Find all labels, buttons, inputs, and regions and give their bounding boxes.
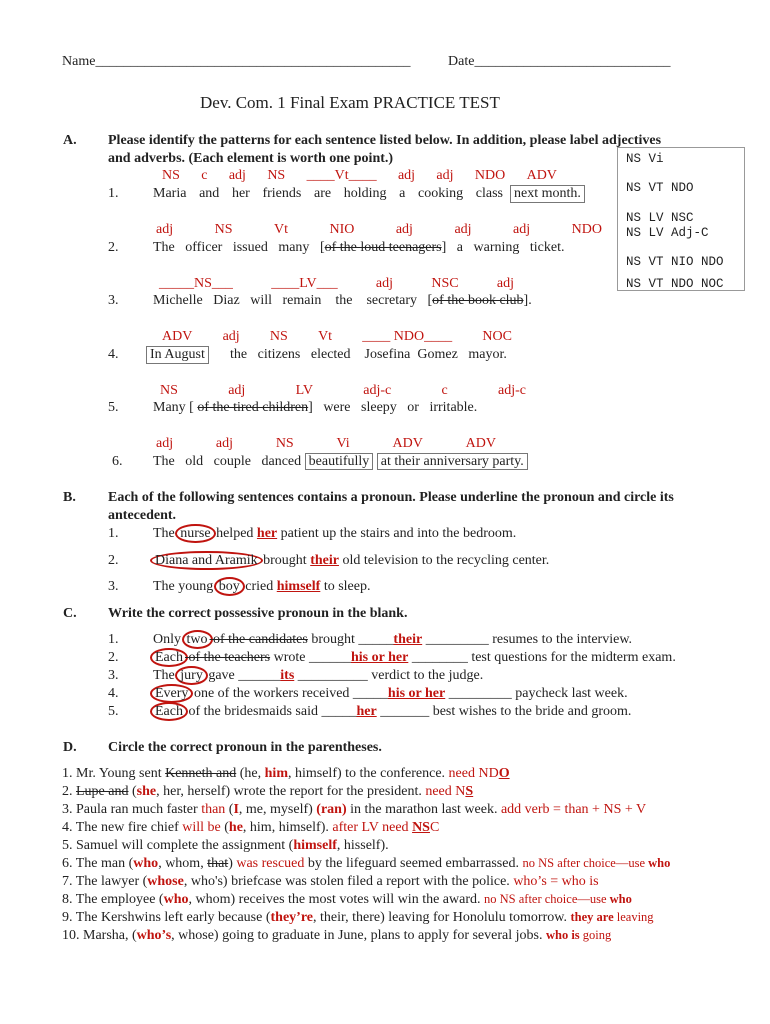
- pattern-labels: [156, 436, 496, 452]
- item-number: 1.: [108, 632, 119, 647]
- note: add verb = than + NS + V: [500, 802, 647, 817]
- word: many: [278, 240, 310, 255]
- word: friends: [262, 186, 302, 201]
- word: elected: [310, 347, 351, 362]
- answer: himself: [276, 579, 321, 594]
- note: NS: [412, 820, 430, 835]
- note: no NS after choice—use: [484, 892, 610, 906]
- text: (: [128, 784, 137, 799]
- answer: him: [264, 766, 288, 781]
- note: after LV need: [332, 820, 413, 835]
- word: danced: [261, 454, 302, 469]
- label: ADV: [162, 329, 193, 344]
- d-line-9: [62, 910, 654, 926]
- note: who: [648, 856, 671, 870]
- text: , himself) to the conference.: [287, 766, 449, 781]
- word: The: [153, 454, 175, 469]
- label: NDO: [571, 222, 602, 237]
- red-text: than: [201, 802, 226, 817]
- sentence: [153, 686, 628, 702]
- answer: whose: [147, 874, 184, 889]
- text: 1. Mr. Young sent: [62, 766, 166, 781]
- red-text: will be: [182, 820, 221, 835]
- word: her: [231, 186, 250, 201]
- word: sleepy: [361, 400, 397, 415]
- sentence: Many [ of the tired children] were sleepy or irritable.: [153, 400, 478, 415]
- d-line-4: [62, 820, 439, 836]
- label: NS: [214, 222, 233, 237]
- word: ticket.: [529, 240, 565, 255]
- label: adj: [454, 222, 472, 237]
- text: _______ best wishes to the bride and groom.: [376, 704, 632, 719]
- sentence: [153, 632, 632, 648]
- note: no NS after choice—use: [522, 856, 649, 870]
- text: (: [220, 820, 229, 835]
- word: a: [456, 240, 464, 255]
- text: The young: [153, 579, 217, 594]
- name-field: [62, 54, 410, 70]
- sentence: [153, 526, 516, 542]
- text: , whom) receives the most votes will win the award.: [188, 892, 484, 907]
- label: adj: [228, 383, 246, 398]
- section-instructions: Each of the following sentences contains a pronoun. Please underline the pronoun and circle its: [108, 490, 674, 505]
- label: c: [201, 168, 208, 183]
- word: are: [314, 186, 332, 201]
- pattern-legend-box: [617, 147, 745, 291]
- text: (he,: [236, 766, 265, 781]
- section-letter: D.: [63, 740, 77, 755]
- answer: his or her: [387, 686, 446, 701]
- text: by the lifeguard seemed embarrassed.: [304, 856, 523, 871]
- label: adj-c: [498, 383, 526, 398]
- word: couple: [213, 454, 251, 469]
- text: 7. The lawyer (: [62, 874, 148, 889]
- label: adj-c: [363, 383, 392, 398]
- circled-antecedent: Every: [150, 684, 193, 703]
- struck-phrase: of the candidates: [209, 632, 308, 647]
- text: brought: [259, 553, 311, 568]
- d-line-5: [62, 838, 389, 854]
- boxed-phrase: In August: [146, 346, 209, 364]
- label: adj: [436, 168, 454, 183]
- item-number: 2.: [108, 650, 119, 665]
- text: old television to the recycling center.: [338, 553, 550, 568]
- text: __________ verdict to the judge.: [294, 668, 484, 683]
- note: need N: [425, 784, 466, 799]
- word: a: [399, 186, 406, 201]
- word: the: [335, 293, 353, 308]
- pattern-labels: [159, 276, 514, 292]
- word: or: [407, 400, 419, 415]
- note: need ND: [448, 766, 499, 781]
- d-line-1: [62, 766, 510, 782]
- sentence: [153, 579, 370, 595]
- word: The: [153, 240, 175, 255]
- label: NDO: [474, 168, 506, 183]
- text: , her, herself) wrote the report for the president.: [156, 784, 426, 799]
- d-line-10: [62, 928, 611, 944]
- text: ): [228, 856, 237, 871]
- sentence: [153, 704, 631, 720]
- text: 5. Samuel will complete the assignment (: [62, 838, 294, 853]
- text: , whom,: [158, 856, 208, 871]
- text: _________ paycheck last week.: [445, 686, 628, 701]
- page-title: Dev. Com. 1 Final Exam PRACTICE TEST: [200, 93, 500, 112]
- note: they are: [570, 910, 614, 924]
- label: NSC: [431, 276, 459, 291]
- section-letter: A.: [63, 133, 77, 148]
- text: one of the workers received _____: [190, 686, 388, 701]
- note: leaving: [613, 910, 654, 924]
- section-letter: C.: [63, 606, 77, 621]
- pattern-labels: [156, 222, 602, 238]
- word: citizens: [257, 347, 301, 362]
- text: patient up the stairs and into the bedroom.: [277, 526, 517, 541]
- text: 4. The new fire chief: [62, 820, 183, 835]
- struck-phrase: of the book club: [432, 293, 524, 308]
- item-number: 3.: [108, 668, 119, 683]
- label: adj: [228, 168, 246, 183]
- word: Gomez: [417, 347, 458, 362]
- label: ____ NDO____: [362, 329, 453, 344]
- label: NOC: [482, 329, 512, 344]
- d-line-2: [62, 784, 473, 800]
- word: Michelle: [153, 293, 203, 308]
- word: warning: [473, 240, 520, 255]
- label: Vt: [273, 222, 288, 237]
- struck-phrase: of the teachers: [184, 650, 271, 665]
- label: adj: [375, 276, 394, 291]
- label: adj: [156, 436, 174, 451]
- text: Only: [153, 632, 185, 647]
- sentence: [153, 650, 676, 666]
- note: who is: [545, 928, 580, 942]
- text: , whose) going to graduate in June, plans to apply for several jobs.: [171, 928, 546, 943]
- note: C: [429, 820, 440, 835]
- text: The: [153, 668, 179, 683]
- text: (: [225, 802, 234, 817]
- date-label: Date: [448, 54, 475, 69]
- item-number: 5.: [108, 704, 119, 719]
- section-letter: B.: [63, 490, 76, 505]
- word: Josefina: [364, 347, 411, 362]
- red-text: was rescued: [236, 856, 305, 871]
- note: who’s = who is: [513, 874, 599, 889]
- text: wrote ______: [270, 650, 351, 665]
- label: NIO: [329, 222, 355, 237]
- d-line-3: [62, 802, 646, 818]
- label: adj: [215, 436, 234, 451]
- legend-item: NS LV NSC: [626, 211, 694, 225]
- text: 6. The man (: [62, 856, 134, 871]
- word: mayor.: [468, 347, 507, 362]
- label: _____NS___: [159, 276, 233, 291]
- answer: who: [163, 892, 189, 907]
- boxed-phrase: beautifully: [305, 453, 374, 470]
- label: adj: [496, 276, 514, 291]
- legend-item: NS VT NDO NOC: [626, 277, 724, 291]
- circled-antecedent: Each: [150, 702, 188, 721]
- sentence: [230, 347, 507, 363]
- item-number: 4.: [108, 347, 119, 362]
- label: adj: [156, 222, 174, 237]
- label: LV: [295, 383, 313, 398]
- text: , him, himself).: [242, 820, 333, 835]
- struck-phrase: that: [207, 856, 229, 871]
- section-instructions: Please identify the patterns for each sentence listed below. In addition, please label adjectives: [108, 133, 662, 148]
- word: secretary: [366, 293, 417, 308]
- text: brought _____: [307, 632, 394, 647]
- legend-item: NS VT NIO NDO: [626, 255, 724, 269]
- pattern-labels: [160, 383, 526, 399]
- struck-phrase: of the tired children: [197, 400, 309, 415]
- label: ADV: [465, 436, 496, 451]
- text: 10. Marsha, (: [62, 928, 137, 943]
- label: adj: [395, 222, 413, 237]
- note: O: [498, 766, 510, 781]
- word: remain: [282, 293, 322, 308]
- circled-antecedent: Diana and Aramik: [150, 551, 263, 570]
- red-text: (ran): [316, 802, 347, 817]
- label: ____LV___: [271, 276, 338, 291]
- date-field: [448, 54, 670, 70]
- text: of the bridesmaids said _____: [184, 704, 357, 719]
- sentence: [153, 668, 483, 684]
- pattern-labels: [162, 168, 557, 184]
- text: _________ resumes to the interview.: [422, 632, 633, 647]
- text: helped: [212, 526, 257, 541]
- answer: their: [393, 632, 423, 647]
- sentence: [153, 454, 528, 470]
- text: 3. Paula ran much faster: [62, 802, 202, 817]
- item-number: 2.: [108, 240, 119, 255]
- item-number: 4.: [108, 686, 119, 701]
- word: irritable.: [429, 400, 478, 415]
- circled-antecedent: boy: [214, 577, 245, 596]
- label: NS: [267, 168, 286, 183]
- answer: they’re: [270, 910, 313, 925]
- word: officer: [185, 240, 223, 255]
- label: NS: [160, 383, 178, 398]
- label: Vt: [318, 329, 333, 344]
- text: 2.: [62, 784, 76, 799]
- word: holding: [343, 186, 387, 201]
- word: Many: [153, 400, 186, 415]
- struck-phrase: Lupe and: [76, 784, 129, 799]
- word: Diaz: [213, 293, 240, 308]
- answer: her: [356, 704, 377, 719]
- label: adj: [222, 329, 240, 344]
- answer: her: [256, 526, 278, 541]
- boxed-phrase: next month.: [510, 185, 585, 203]
- text: , their, there) leaving for Honolulu tomorrow.: [313, 910, 571, 925]
- text: cried: [241, 579, 277, 594]
- label: ____Vt____: [306, 168, 377, 183]
- word: class: [475, 186, 503, 201]
- word: Maria: [153, 186, 187, 201]
- d-line-8: [62, 892, 632, 908]
- text: gave ______: [204, 668, 281, 683]
- section-instructions: and adverbs. (Each element is worth one point.): [108, 151, 394, 166]
- text: 9. The Kershwins left early because (: [62, 910, 271, 925]
- answer: himself: [293, 838, 337, 853]
- note: S: [465, 784, 474, 799]
- sentence: [153, 186, 503, 202]
- text: The: [153, 526, 179, 541]
- text: ________ test questions for the midterm exam.: [408, 650, 676, 665]
- answer: his or her: [351, 650, 409, 665]
- item-number: 6.: [112, 454, 123, 469]
- d-line-7: [62, 874, 599, 890]
- label: ADV: [526, 168, 557, 183]
- d-line-6: [62, 856, 670, 872]
- circled-antecedent: two: [182, 630, 213, 649]
- legend-item: NS LV Adj-C: [626, 226, 709, 240]
- word: the: [230, 347, 248, 362]
- label: adj: [397, 168, 416, 183]
- circled-antecedent: Each: [150, 648, 188, 667]
- text: , hisself).: [336, 838, 389, 853]
- struck-phrase: Kenneth and: [165, 766, 237, 781]
- note: going: [579, 928, 612, 942]
- answer: their: [310, 553, 339, 568]
- word: and: [199, 186, 220, 201]
- pattern-labels: [162, 329, 512, 345]
- answer: she: [136, 784, 157, 799]
- boxed-phrase: at their anniversary party.: [377, 453, 528, 470]
- circled-antecedent: jury: [175, 666, 208, 685]
- section-instructions: antecedent.: [108, 508, 177, 523]
- item-number: 1.: [108, 186, 119, 201]
- section-instructions: Write the correct possessive pronoun in the blank.: [108, 606, 408, 621]
- answer: I: [233, 802, 239, 817]
- item-number: 1.: [108, 526, 119, 541]
- sentence: Michelle Diaz will remain the secretary [of the book club].: [153, 293, 532, 308]
- circled-antecedent: nurse: [175, 524, 215, 543]
- text: in the marathon last week.: [346, 802, 501, 817]
- word: were: [323, 400, 351, 415]
- legend-item: NS Vi: [626, 152, 664, 166]
- label: c: [441, 383, 448, 398]
- name-line: _____________________________________________: [95, 54, 411, 69]
- section-instructions: Circle the correct pronoun in the parentheses.: [108, 740, 382, 755]
- item-number: 5.: [108, 400, 119, 415]
- word: old: [185, 454, 204, 469]
- answer: who: [133, 856, 159, 871]
- date-line: ____________________________: [474, 54, 671, 69]
- legend-item: NS VT NDO: [626, 181, 694, 195]
- word: cooking: [418, 186, 464, 201]
- text: , who's) briefcase was stolen filed a report with the police.: [183, 874, 514, 889]
- word: will: [250, 293, 272, 308]
- answer: he: [228, 820, 243, 835]
- label: Vi: [336, 436, 350, 451]
- name-label: Name: [62, 54, 96, 69]
- note: who: [609, 892, 632, 906]
- word: issued: [232, 240, 268, 255]
- text: , me, myself): [238, 802, 317, 817]
- text: to sleep.: [320, 579, 371, 594]
- sentence: [153, 553, 549, 569]
- label: adj: [513, 222, 531, 237]
- label: NS: [269, 329, 288, 344]
- answer: who’s: [136, 928, 172, 943]
- label: ADV: [392, 436, 423, 451]
- struck-phrase: of the loud teenagers: [324, 240, 442, 255]
- item-number: 3.: [108, 579, 119, 594]
- label: NS: [162, 168, 180, 183]
- item-number: 2.: [108, 553, 119, 568]
- item-number: 3.: [108, 293, 119, 308]
- answer: its: [280, 668, 295, 683]
- text: 8. The employee (: [62, 892, 164, 907]
- label: NS: [275, 436, 294, 451]
- sentence: The officer issued many [of the loud teenagers] a warning ticket.: [153, 240, 565, 255]
